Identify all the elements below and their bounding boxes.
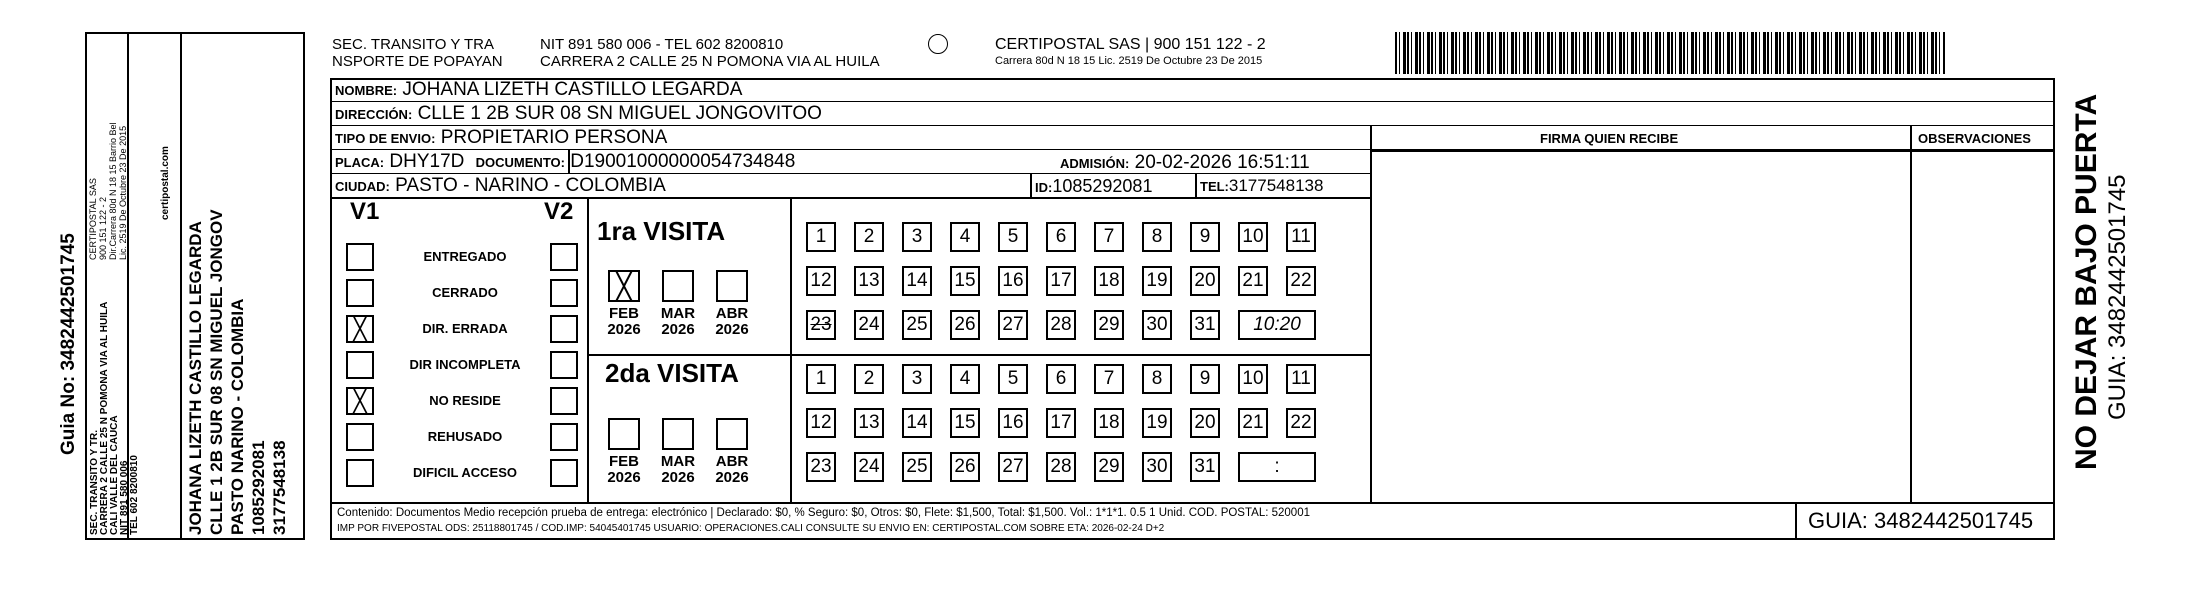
reason-label: CERRADO (432, 285, 498, 300)
day-box[interactable]: 3 (902, 222, 932, 252)
day-box[interactable]: 27 (998, 310, 1028, 340)
recipient-name: JOHANA LIZETH CASTILLO LEGARDA (402, 79, 743, 100)
v2-checkbox[interactable] (550, 423, 578, 451)
reason-label: DIFICIL ACCESO (412, 465, 517, 480)
divider (790, 198, 792, 502)
row-ciudad: CIUDAD: PASTO - NARINO - COLOMBIA (335, 175, 666, 196)
day-box[interactable]: 19 (1142, 266, 1172, 296)
day-box[interactable]: 6 (1046, 364, 1076, 394)
v1-checkbox[interactable]: ╳ (346, 387, 374, 415)
day-box[interactable]: 30 (1142, 452, 1172, 482)
day-box[interactable]: 4 (950, 364, 980, 394)
day-box[interactable]: 29 (1094, 310, 1124, 340)
day-box[interactable]: 28 (1046, 310, 1076, 340)
first-visit-label: 1ra VISITA (597, 216, 726, 246)
divider (1910, 126, 1912, 502)
header-nit: NIT 891 580 006 - TEL 602 8200810 CARRERA 2 CALLE 25 N POMONA VIA AL HUILA (540, 36, 880, 70)
month-checkbox[interactable] (662, 418, 694, 450)
day-box[interactable]: 21 (1238, 266, 1268, 296)
v1-label: V1 (350, 198, 380, 225)
day-box[interactable]: 9 (1190, 222, 1220, 252)
day-box[interactable]: 18 (1094, 408, 1124, 438)
month-label: MAR 2026 (660, 305, 696, 338)
day-box[interactable]: 5 (998, 222, 1028, 252)
day-box[interactable]: 7 (1094, 222, 1124, 252)
day-box[interactable]: 20 (1190, 408, 1220, 438)
row-tipo: TIPO DE ENVIO: PROPIETARIO PERSONA (330, 126, 2055, 150)
recipient-id: ID:1085292081 (1035, 176, 1153, 196)
reason-label: DIR. ERRADA (422, 321, 508, 336)
day-box[interactable]: 18 (1094, 266, 1124, 296)
month-checkbox[interactable] (608, 418, 640, 450)
day-box[interactable]: 13 (854, 408, 884, 438)
v2-checkbox[interactable] (550, 351, 578, 379)
row-nombre: NOMBRE: JOHANA LIZETH CASTILLO LEGARDA (330, 78, 2055, 102)
admission: ADMISIÓN: 20-02-2026 16:51:11 (1060, 152, 1310, 173)
v1-checkbox[interactable] (346, 351, 374, 379)
document-number: D19001000000054734848 (570, 151, 796, 172)
v2-checkbox[interactable] (550, 387, 578, 415)
divider (1370, 126, 1372, 502)
month-checkbox[interactable] (716, 418, 748, 450)
day-box[interactable]: 14 (902, 408, 932, 438)
day-box[interactable]: 17 (1046, 408, 1076, 438)
side-guia: GUIA: 3482442501745 (2104, 174, 2131, 420)
day-box[interactable]: 29 (1094, 452, 1124, 482)
courier-logo-icon (928, 34, 948, 54)
recipient-tel: TEL:3177548138 (1200, 176, 1324, 195)
day-box[interactable]: 22 (1286, 408, 1316, 438)
month-label: ABR 2026 (715, 453, 749, 486)
day-box[interactable]: 28 (1046, 452, 1076, 482)
day-box[interactable]: 5 (998, 364, 1028, 394)
header-sender: SEC. TRANSITO Y TRA NSPORTE DE POPAYAN (332, 36, 503, 70)
day-box[interactable]: 17 (1046, 266, 1076, 296)
v2-checkbox[interactable] (550, 459, 578, 487)
day-box[interactable]: 1 (806, 364, 836, 394)
month-checkbox[interactable] (716, 270, 748, 302)
month-label: MAR 2026 (660, 453, 696, 486)
day-box[interactable]: 22 (1286, 266, 1316, 296)
day-box[interactable]: 24 (854, 452, 884, 482)
divider (1370, 150, 2055, 152)
divider (330, 197, 1370, 199)
day-box[interactable]: 1 (806, 222, 836, 252)
day-box[interactable]: 8 (1142, 364, 1172, 394)
v2-checkbox[interactable] (550, 279, 578, 307)
day-box[interactable]: 23 (806, 310, 836, 340)
day-box[interactable]: 12 (806, 266, 836, 296)
time-field[interactable]: : (1238, 452, 1316, 482)
barcode (1395, 32, 1945, 74)
day-box[interactable]: 19 (1142, 408, 1172, 438)
month-label: FEB 2026 (607, 305, 641, 338)
divider (1030, 174, 1032, 198)
day-box[interactable]: 20 (1190, 266, 1220, 296)
day-box[interactable]: 13 (854, 266, 884, 296)
day-box[interactable]: 14 (902, 266, 932, 296)
month-checkbox[interactable] (662, 270, 694, 302)
row-placa: PLACA: DHY17D DOCUMENTO: D19001000000054734848 (330, 150, 1370, 174)
day-box[interactable]: 6 (1046, 222, 1076, 252)
day-box[interactable]: 23 (806, 452, 836, 482)
day-box[interactable]: 7 (1094, 364, 1124, 394)
day-box[interactable]: 26 (950, 310, 980, 340)
stub-courier: CERTIPOSTAL SAS 900 151 122 - 2 Dir.Carrera 80d N 18 15 Barrio Bel Lic. 2519 De Octubre 23 De 2015 (88, 122, 128, 260)
v2-checkbox[interactable] (550, 315, 578, 343)
day-box[interactable]: 26 (950, 452, 980, 482)
day-box[interactable]: 11 (1286, 364, 1316, 394)
month-label: FEB 2026 (607, 453, 641, 486)
v1-checkbox[interactable] (346, 459, 374, 487)
stub-sender: SEC. TRANSITO Y TR. CARRERA 2 CALLE 25 N POMONA VIA AL HUILA CALI VALLE DEL CAUCA NIT 891 580 006 TEL 602 8200810 (89, 301, 140, 535)
footer-details: Contenido: Documentos Medio recepción prueba de entrega: electrónico | Declarado: $0, % Seguro: $0, Otros: $0, Flete: $1,500, Total: $1,500. Vol.: 1*1*1. 0.5 1 Unid. COD. POSTAL: 520001 IMP POR FIVEPOSTAL ODS: 25118801745 / COD.IMP: 54045401745 USUARIO: OPERACIONES.CALI CONSULTE SU ENVIO EN: CERTIPOSTAL.COM SOBRE ETA: 2026-02-24 D+2 (337, 507, 1310, 534)
day-box[interactable]: 30 (1142, 310, 1172, 340)
divider (1195, 174, 1197, 198)
v1-checkbox[interactable] (346, 423, 374, 451)
divider (1795, 502, 1797, 540)
v1-checkbox[interactable]: ╳ (346, 315, 374, 343)
header-courier: CERTIPOSTAL SAS | 900 151 122 - 2 Carrera 80d N 18 15 Lic. 2519 De Octubre 23 De 2015 (995, 36, 1266, 67)
stub-guia-number: Guia No: 3482442501745 (58, 233, 79, 455)
day-box[interactable]: 16 (998, 408, 1028, 438)
reason-label: REHUSADO (427, 429, 503, 444)
side-warning: NO DEJAR BAJO PUERTA (2070, 93, 2103, 470)
reason-label: NO RESIDE (429, 393, 501, 408)
reason-label: DIR INCOMPLETA (409, 357, 521, 372)
day-box[interactable]: 31 (1190, 452, 1220, 482)
divider (587, 354, 1370, 356)
day-box[interactable]: 8 (1142, 222, 1172, 252)
stub-divider (180, 34, 182, 538)
day-box[interactable]: 12 (806, 408, 836, 438)
day-box[interactable]: 9 (1190, 364, 1220, 394)
divider (568, 150, 570, 174)
v2-label: V2 (544, 198, 574, 225)
day-box[interactable]: 21 (1238, 408, 1268, 438)
day-box[interactable]: 25 (902, 310, 932, 340)
day-box[interactable]: 10 (1238, 364, 1268, 394)
v2-checkbox[interactable] (550, 243, 578, 271)
divider (587, 198, 589, 502)
month-checkbox[interactable]: ╳ (608, 270, 640, 302)
time-field[interactable]: 10:20 (1238, 310, 1316, 340)
month-label: ABR 2026 (715, 305, 749, 338)
recipient-address: CLLE 1 2B SUR 08 SN MIGUEL JONGOVITOO (417, 103, 822, 124)
day-box[interactable]: 4 (950, 222, 980, 252)
day-box[interactable]: 27 (998, 452, 1028, 482)
day-box[interactable]: 2 (854, 222, 884, 252)
day-box[interactable]: 11 (1286, 222, 1316, 252)
day-box[interactable]: 2 (854, 364, 884, 394)
signature-label: FIRMA QUIEN RECIBE (1540, 131, 1679, 146)
v1-checkbox[interactable] (346, 243, 374, 271)
shipment-type: PROPIETARIO PERSONA (440, 127, 668, 148)
footer-guia: GUIA: 3482442501745 (1808, 508, 2034, 533)
row-direccion: DIRECCIÓN: CLLE 1 2B SUR 08 SN MIGUEL JONGOVITOO (330, 102, 2055, 126)
day-box[interactable]: 15 (950, 266, 980, 296)
day-box[interactable]: 15 (950, 408, 980, 438)
stub-recipient: JOHANA LIZETH CASTILLO LEGARDA CLLE 1 2B SUR 08 SN MIGUEL JONGOV PASTO NARINO - COLOMBIA 1085292081 3177548138 (186, 209, 289, 535)
day-box[interactable]: 10 (1238, 222, 1268, 252)
day-box[interactable]: 3 (902, 364, 932, 394)
v1-checkbox[interactable] (346, 279, 374, 307)
day-box[interactable]: 24 (854, 310, 884, 340)
day-box[interactable]: 16 (998, 266, 1028, 296)
day-box[interactable]: 25 (902, 452, 932, 482)
stub-courier-web: certipostal.com (160, 146, 171, 220)
observations-label: OBSERVACIONES (1918, 131, 2031, 146)
second-visit-label: 2da VISITA (605, 358, 739, 388)
day-box[interactable]: 31 (1190, 310, 1220, 340)
reason-label: ENTREGADO (423, 249, 507, 264)
